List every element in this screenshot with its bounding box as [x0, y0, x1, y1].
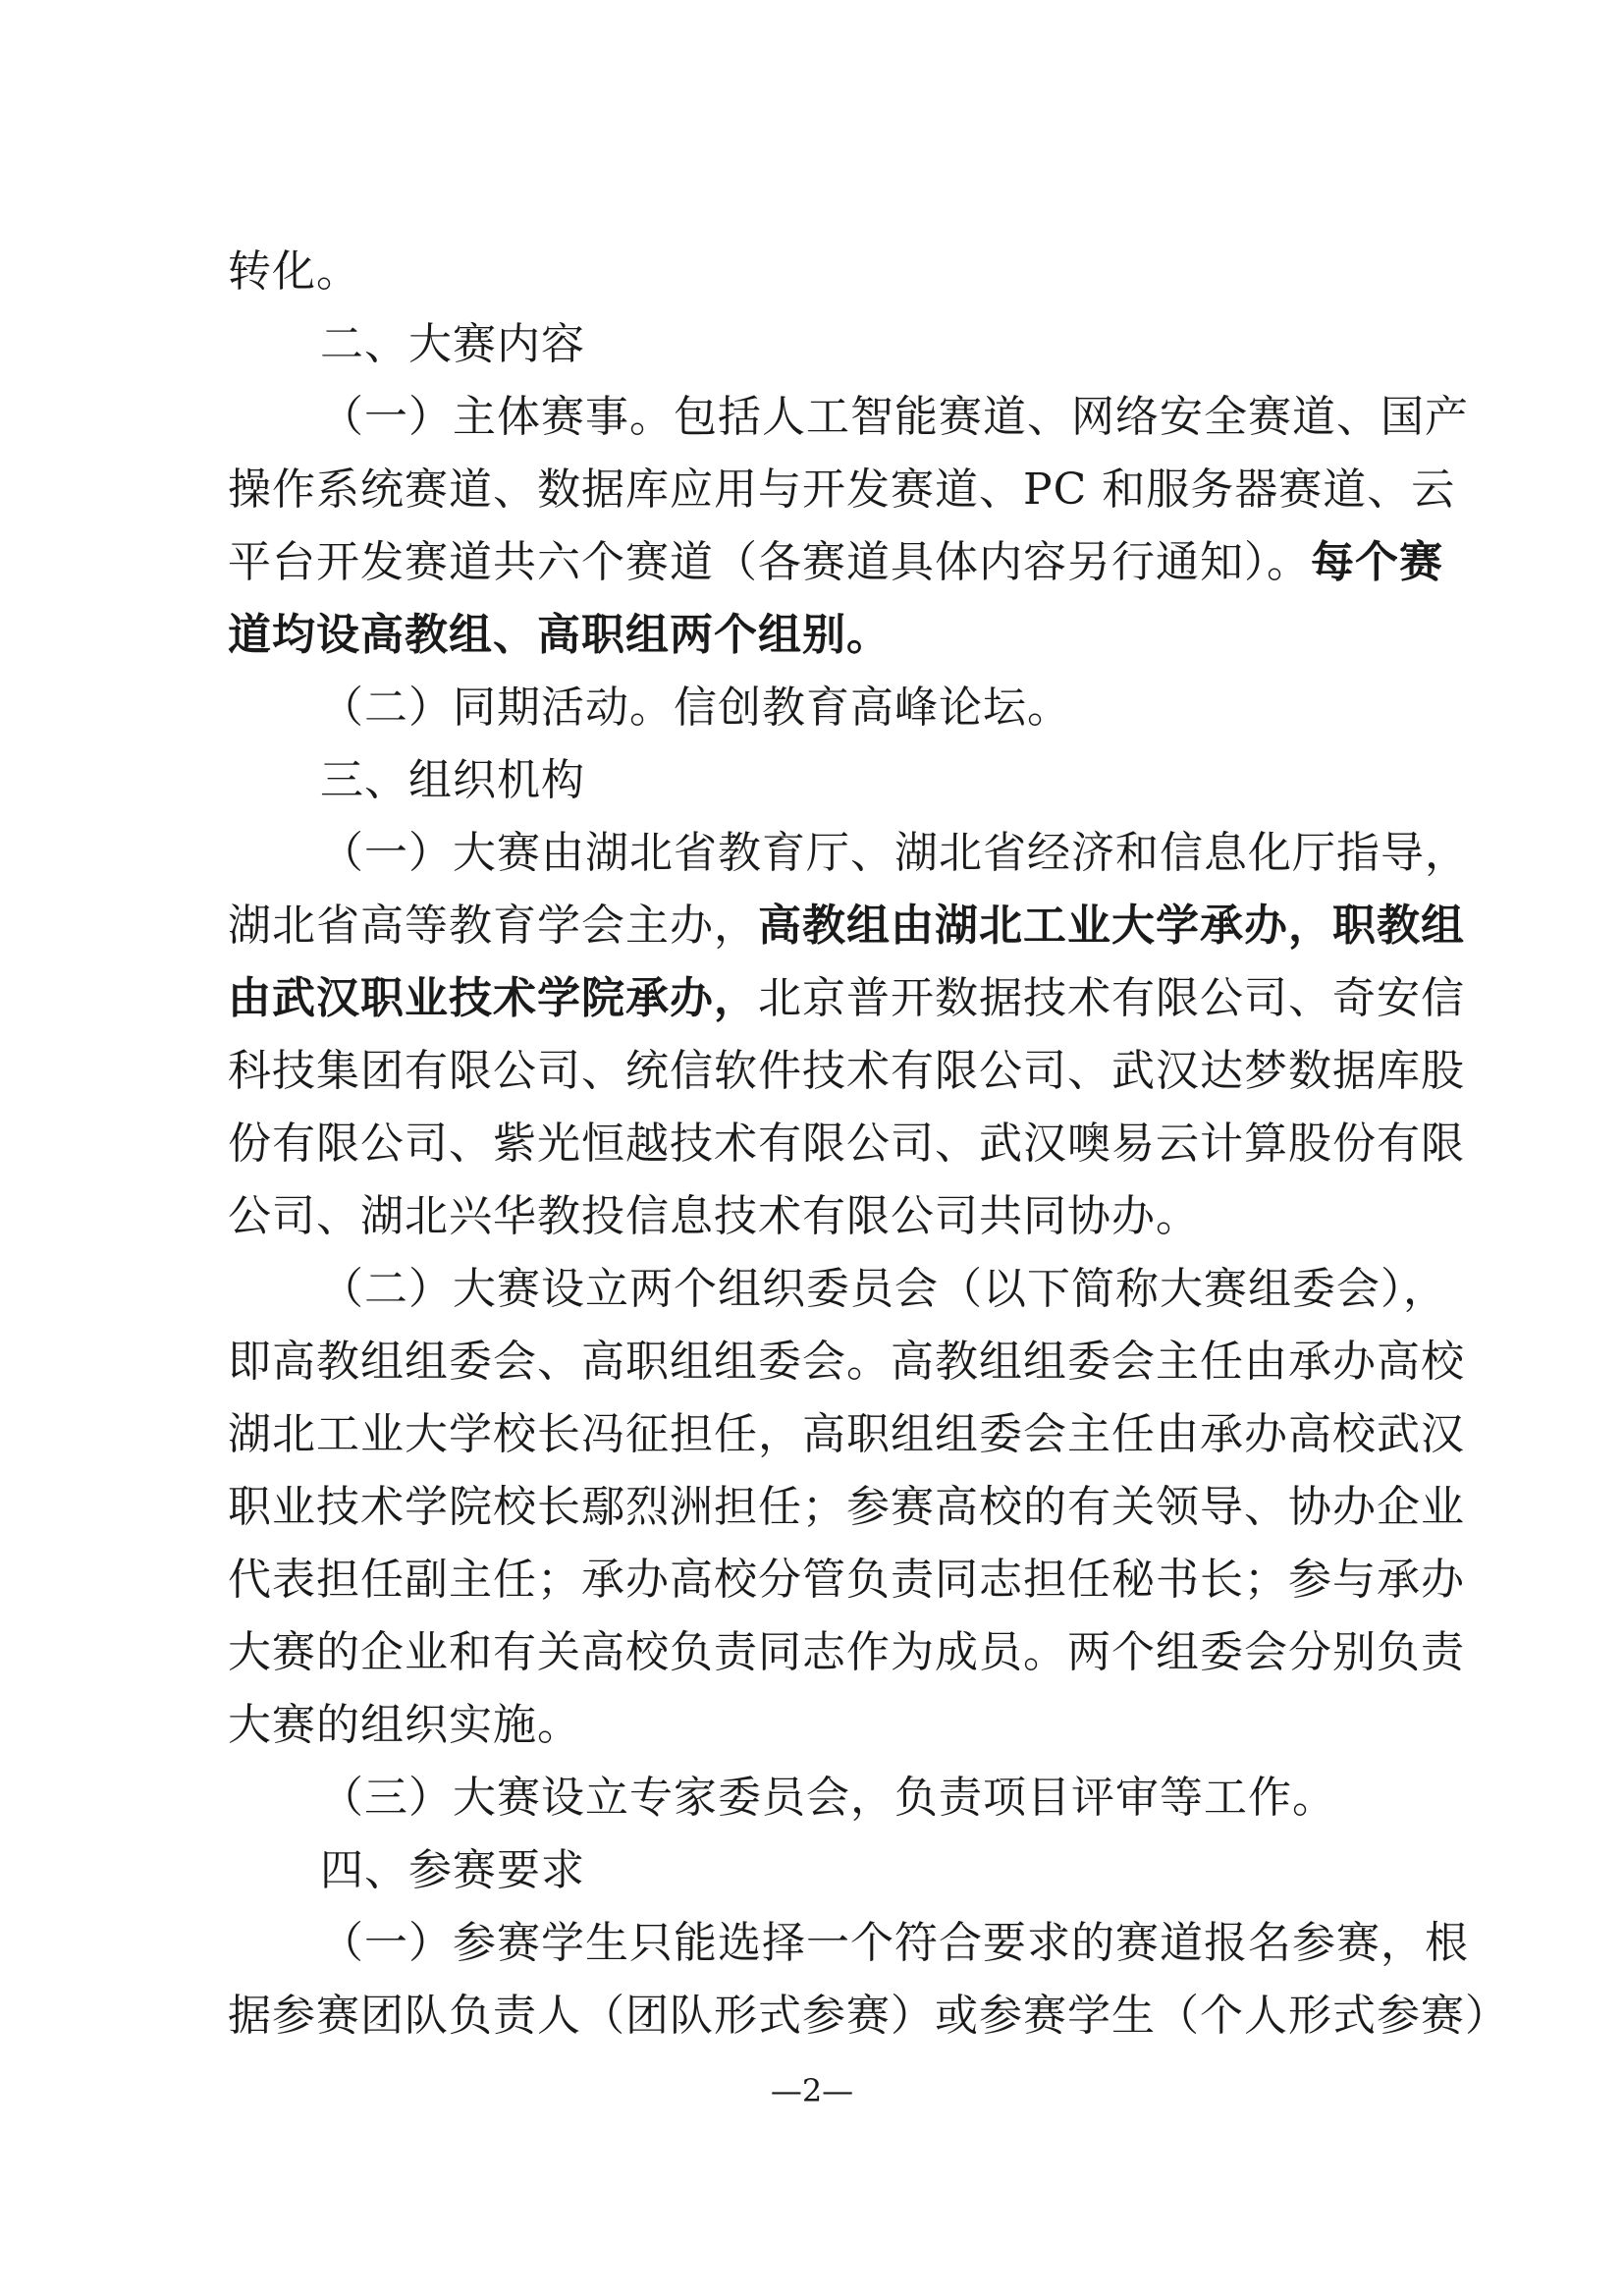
- paragraph-line-bold: [228, 599, 1426, 672]
- text-segment: 职业技术学院校长鄢烈洲担任；参赛高校的有关领导、协办企业: [228, 1482, 1465, 1532]
- paragraph-line: [228, 1326, 1465, 1398]
- text-segment: 湖北工业大学校长冯征担任，高职组组委会主任由承办高校武汉: [228, 1409, 1465, 1459]
- paragraph-line: [228, 454, 1456, 526]
- paragraph-line: [228, 1108, 1465, 1180]
- paragraph-line: [228, 1180, 1426, 1253]
- page-number: —2—: [770, 2072, 854, 2109]
- text-segment: 转化。: [228, 246, 360, 297]
- paragraph-line: [228, 1762, 1426, 1834]
- paragraph-line: [228, 236, 1426, 308]
- paragraph-line: [228, 672, 1426, 744]
- paragraph-line: [228, 1616, 1465, 1689]
- section-heading: [228, 744, 1426, 817]
- text-segment: 即高教组组委会、高职组组委会。高教组组委会主任由承办高校: [228, 1337, 1465, 1387]
- text-segment: 科技集团有限公司、统信软件技术有限公司、武汉达梦数据库股: [228, 1046, 1465, 1096]
- paragraph-line: [228, 526, 1443, 599]
- bold-text-segment: 每个赛: [1311, 537, 1443, 587]
- text-segment: 据参赛团队负责人（团队形式参赛）或参赛学生（个人形式参赛）: [228, 1991, 1509, 2041]
- text-segment: 北京普开数据技术有限公司、奇安信: [758, 973, 1465, 1023]
- text-segment: 代表担任副主任；承办高校分管负责同志担任秘书长；参与承办: [228, 1555, 1465, 1605]
- paragraph-line: [228, 1471, 1465, 1544]
- bold-text-segment: 道均设高教组、高职组两个组别。: [228, 610, 891, 660]
- text-segment: （二）大赛设立两个组织委员会（以下简称大赛组委会），: [320, 1264, 1447, 1314]
- section-heading-text: 二、大赛内容: [320, 319, 585, 369]
- section-heading-text: 三、组织机构: [320, 755, 585, 805]
- text-segment: 公司、湖北兴华教投信息技术有限公司共同协办。: [228, 1191, 1200, 1241]
- paragraph-line: [228, 1253, 1447, 1326]
- paragraph-line: [228, 1689, 1426, 1762]
- paragraph-line: [228, 1907, 1469, 1980]
- paragraph-line: [228, 1544, 1465, 1616]
- text-segment: （三）大赛设立专家委员会，负责项目评审等工作。: [320, 1773, 1336, 1823]
- paragraph-line: [228, 1980, 1509, 2052]
- text-segment: （一）大赛由湖北省教育厅、湖北省经济和信息化厅指导，: [320, 828, 1469, 878]
- text-segment: （一）主体赛事。包括人工智能赛道、网络安全赛道、国产: [320, 392, 1469, 442]
- text-segment: 操作系统赛道、数据库应用与开发赛道、PC 和服务器赛道、云: [228, 465, 1456, 515]
- paragraph-line: [228, 1398, 1465, 1471]
- text-segment: 平台开发赛道共六个赛道（各赛道具体内容另行通知）。: [228, 537, 1311, 587]
- paragraph-line: [228, 962, 1465, 1035]
- text-segment: 份有限公司、紫光恒越技术有限公司、武汉噢易云计算股份有限: [228, 1119, 1465, 1169]
- paragraph-line: [228, 381, 1469, 454]
- bold-text-segment: 高教组由湖北工业大学承办，职教组: [758, 901, 1465, 951]
- text-segment: （一）参赛学生只能选择一个符合要求的赛道报名参赛，根: [320, 1918, 1469, 1968]
- section-heading: [228, 308, 1426, 381]
- text-segment: 大赛的组织实施。: [228, 1700, 581, 1750]
- section-heading: [228, 1834, 1426, 1907]
- paragraph-line: [228, 890, 1465, 962]
- paragraph-line: [228, 817, 1469, 890]
- bold-text-segment: 由武汉职业技术学院承办，: [228, 973, 758, 1023]
- text-segment: 大赛的企业和有关高校负责同志作为成员。两个组委会分别负责: [228, 1627, 1465, 1677]
- paragraph-line: [228, 1035, 1465, 1108]
- text-segment: （二）同期活动。信创教育高峰论坛。: [320, 683, 1071, 733]
- section-heading-text: 四、参赛要求: [320, 1845, 585, 1895]
- document-body: [228, 236, 1509, 2052]
- text-segment: 湖北省高等教育学会主办，: [228, 901, 758, 951]
